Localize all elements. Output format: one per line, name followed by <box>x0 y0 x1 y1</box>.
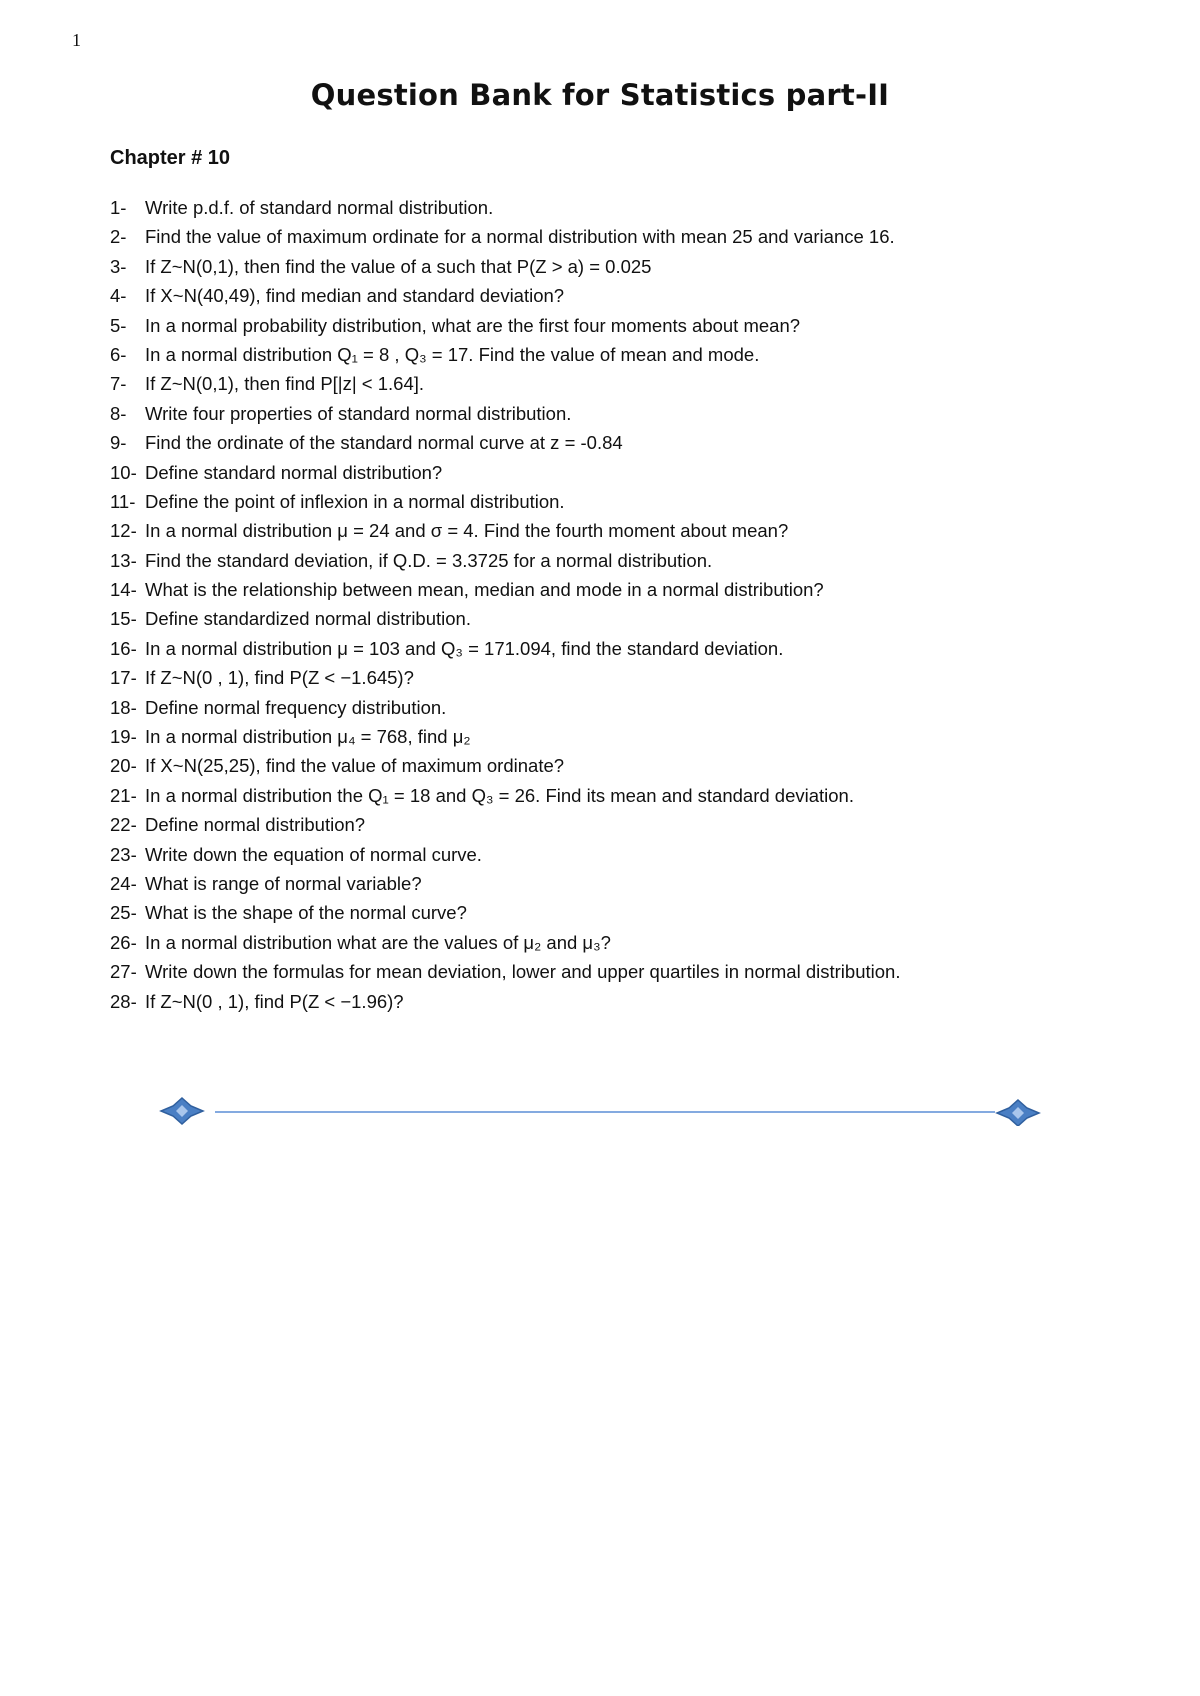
decorative-divider <box>155 1096 1055 1126</box>
question-number: 22- <box>110 814 137 836</box>
question-text: In a normal distribution the Q₁ = 18 and Q₃ = 26. Find its mean and standard deviation. <box>145 784 854 806</box>
question-text: In a normal distribution Q₁ = 8 , Q₃ = 17. Find the value of mean and mode. <box>145 343 760 365</box>
question-number: 10- <box>110 461 137 483</box>
question-item <box>110 663 1110 692</box>
question-text: If Z~N(0 , 1), find P(Z < −1.96)? <box>145 990 404 1012</box>
page-number: 1 <box>72 30 81 50</box>
question-number: 7- <box>110 373 127 395</box>
question-item <box>110 340 1110 369</box>
question-item <box>110 575 1110 604</box>
question-number: 14- <box>110 579 137 601</box>
question-text: Define normal distribution? <box>145 814 366 836</box>
question-item <box>110 987 1110 1016</box>
question-number: 6- <box>110 343 127 365</box>
question-text: If Z~N(0,1), then find P[|z| < 1.64]. <box>145 373 425 395</box>
question-number: 24- <box>110 872 137 894</box>
question-number: 12- <box>110 520 137 542</box>
question-text: If X~N(25,25), find the value of maximum ordinate? <box>145 755 565 777</box>
question-number: 3- <box>110 255 127 277</box>
question-item <box>110 193 1110 222</box>
question-number: 23- <box>110 843 137 865</box>
question-item <box>110 252 1110 281</box>
question-number: 17- <box>110 667 137 689</box>
question-text: Define standardized normal distribution. <box>145 608 471 630</box>
question-text: Define standard normal distribution? <box>145 461 443 483</box>
question-number: 5- <box>110 314 127 336</box>
question-number: 2- <box>110 226 127 248</box>
question-text: In a normal distribution what are the values of μ₂ and μ₃? <box>145 931 611 953</box>
question-item <box>110 840 1110 869</box>
question-number: 28- <box>110 990 137 1012</box>
question-number: 26- <box>110 931 137 953</box>
page-title: Question Bank for Statistics part-II <box>310 78 890 112</box>
question-item <box>110 428 1110 457</box>
question-text: If X~N(40,49), find median and standard deviation? <box>145 285 565 307</box>
question-text: In a normal distribution μ = 24 and σ = 4. Find the fourth moment about mean? <box>145 520 789 542</box>
question-number: 8- <box>110 402 127 424</box>
left-ornament-icon <box>161 1098 203 1124</box>
question-item <box>110 693 1110 722</box>
question-item <box>110 604 1110 633</box>
question-number: 25- <box>110 902 137 924</box>
question-number: 19- <box>110 726 137 748</box>
question-number: 4- <box>110 285 127 307</box>
question-number: 27- <box>110 961 137 983</box>
question-item <box>110 898 1110 927</box>
question-item <box>110 751 1110 780</box>
question-text: In a normal distribution μ₄ = 768, find μ₂ <box>145 726 471 748</box>
question-item <box>110 634 1110 663</box>
question-list <box>110 193 1110 1016</box>
question-text: Define the point of inflexion in a normal distribution. <box>145 490 565 512</box>
question-number: 13- <box>110 549 137 571</box>
question-text: Write down the equation of normal curve. <box>145 843 482 865</box>
question-item <box>110 546 1110 575</box>
question-text: Define normal frequency distribution. <box>145 696 447 718</box>
question-number: 21- <box>110 784 137 806</box>
question-text: In a normal distribution μ = 103 and Q₃ = 171.094, find the standard deviation. <box>145 637 784 659</box>
question-item <box>110 458 1110 487</box>
chapter-heading: Chapter # 10 <box>110 147 231 169</box>
question-text: In a normal probability distribution, what are the first four moments about mean? <box>145 314 801 336</box>
question-text: Write four properties of standard normal distribution. <box>145 402 572 424</box>
question-number: 9- <box>110 432 127 454</box>
question-item <box>110 516 1110 545</box>
question-item <box>110 487 1110 516</box>
question-text: Find the standard deviation, if Q.D. = 3.3725 for a normal distribution. <box>145 549 713 571</box>
question-text: If Z~N(0,1), then find the value of a such that P(Z > a) = 0.025 <box>145 255 652 277</box>
question-number: 15- <box>110 608 137 630</box>
question-item <box>110 311 1110 340</box>
question-number: 18- <box>110 696 137 718</box>
question-item <box>110 722 1110 751</box>
question-text: What is the shape of the normal curve? <box>145 902 467 924</box>
question-item <box>110 281 1110 310</box>
question-number: 20- <box>110 755 137 777</box>
question-item <box>110 369 1110 398</box>
question-text: What is the relationship between mean, median and mode in a normal distribution? <box>145 579 824 601</box>
question-text: Write down the formulas for mean deviation, lower and upper quartiles in normal distribution. <box>145 961 901 983</box>
question-item <box>110 810 1110 839</box>
question-item <box>110 957 1110 986</box>
question-number: 1- <box>110 197 127 218</box>
question-text: Find the ordinate of the standard normal curve at z = -0.84 <box>145 432 623 454</box>
question-number: 11- <box>110 490 136 512</box>
question-item <box>110 399 1110 428</box>
question-item <box>110 869 1110 898</box>
question-item <box>110 781 1110 810</box>
right-ornament-icon <box>997 1100 1039 1126</box>
question-item <box>110 928 1110 957</box>
question-text: Write p.d.f. of standard normal distribution. <box>145 197 494 218</box>
question-text: Find the value of maximum ordinate for a normal distribution with mean 25 and variance 16. <box>145 226 895 248</box>
question-text: What is range of normal variable? <box>145 872 422 894</box>
question-text: If Z~N(0 , 1), find P(Z < −1.645)? <box>145 667 414 689</box>
question-number: 16- <box>110 637 137 659</box>
question-item <box>110 222 1110 251</box>
